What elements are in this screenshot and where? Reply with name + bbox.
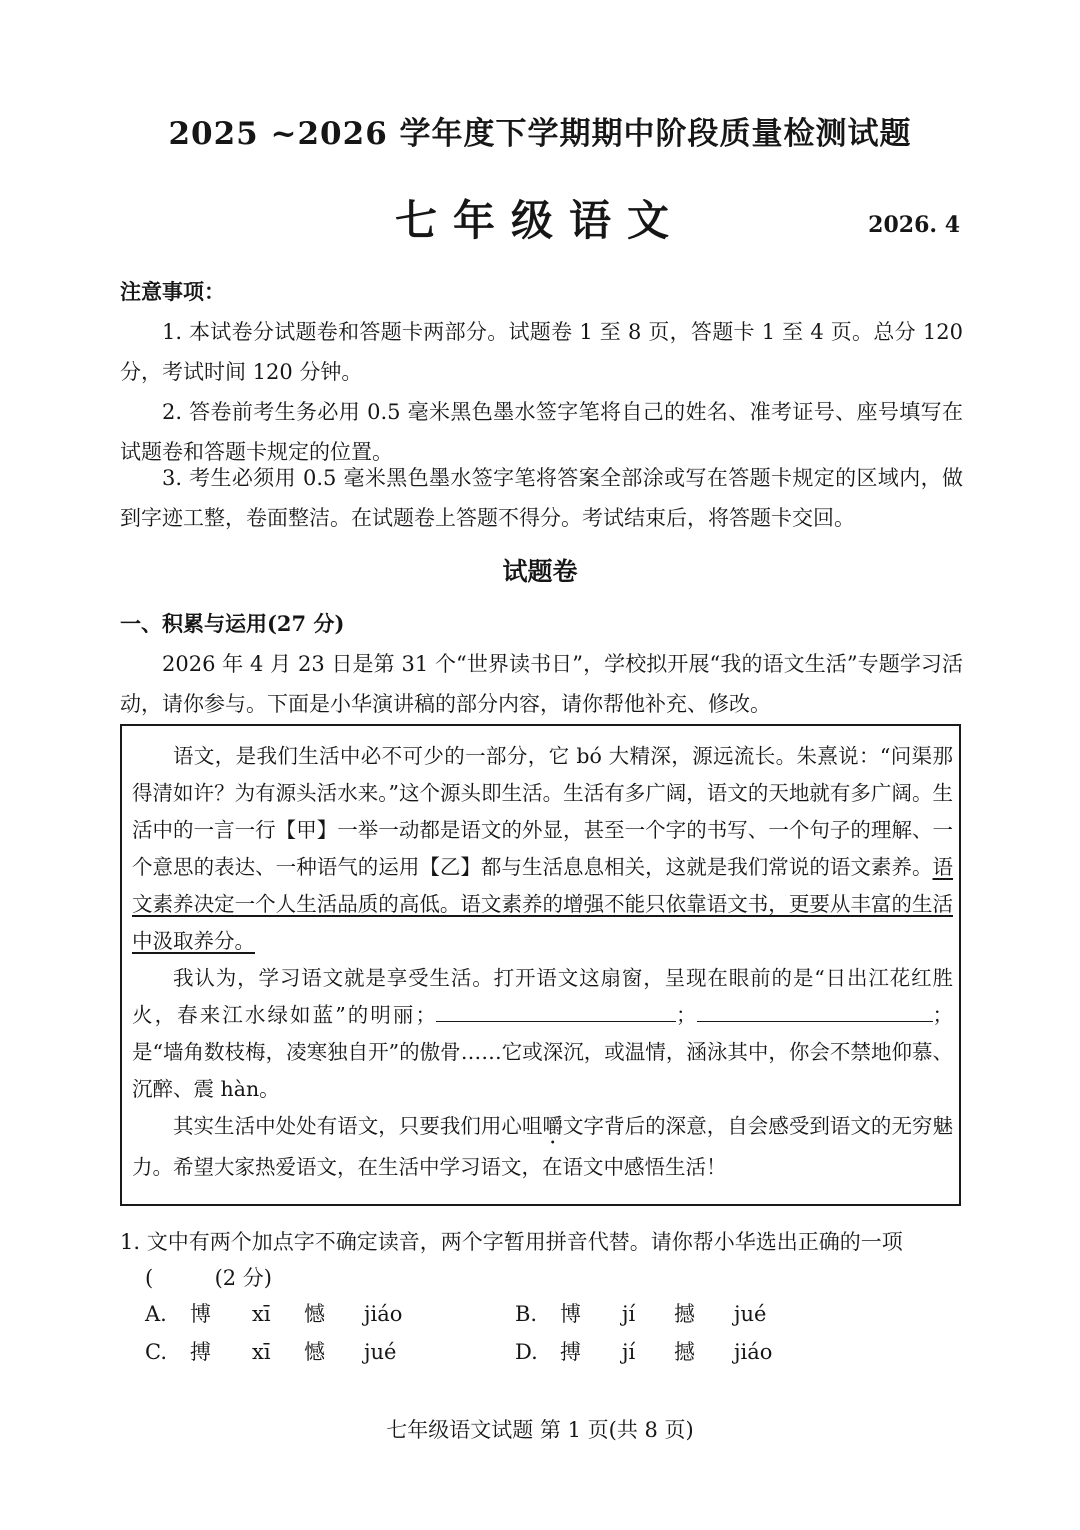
option-pinyin-1: xī: [252, 1302, 271, 1326]
passage-p2-end: 。: [259, 1077, 280, 1101]
section-title: 试题卷: [502, 557, 578, 586]
option-char-2: 撼: [674, 1340, 695, 1364]
passage-paragraph-2: [132, 960, 953, 1108]
option-char-1: 搏: [560, 1340, 581, 1364]
option-letter: B.: [515, 1302, 538, 1326]
option-pinyin-1: jí: [622, 1340, 636, 1364]
question-1-score: (2 分): [214, 1266, 272, 1290]
option-pinyin-2: jiáo: [364, 1302, 403, 1326]
notice-item-3: 3. 考生必须用 0.5 毫米黑色墨水签字笔将答案全部涂或写在答题卡规定的区域内，做到字迹工整，卷面整洁。在试题卷上答题不得分。考试结束后，将答题卡交回。: [120, 466, 963, 530]
fill-blank-2[interactable]: [697, 1001, 933, 1022]
exam-title: 2025 ~2026 学年度下学期期中阶段质量检测试题: [168, 116, 912, 152]
option-letter: D.: [515, 1340, 538, 1364]
passage-p2-text: 我认为，学习语文就是享受生活。打开语文这扇窗，呈现在眼前的是“日出江花红胜火，春来江水绿如蓝”的明丽；: [132, 966, 953, 1027]
option-char-2: 憾: [304, 1340, 325, 1364]
passage-p3-text-b: 文字背后的深意，自会感受到语文的无穷魅力。希望大家热爱语文，在生活中学习语文，在语文中感悟生活！: [132, 1114, 954, 1179]
option-pinyin-2: jué: [734, 1302, 767, 1326]
passage-p3-text-a: 其实生活中处处有语文，只要我们用心咀: [173, 1114, 543, 1138]
answer-paren: [145, 1262, 272, 1292]
notice-item-2: 2. 答卷前考生务必用 0.5 毫米黑色墨水签字笔将自己的姓名、准考证号、座号填写在试题卷和答题卡规定的位置。: [120, 400, 963, 464]
underlined-sentence: 语文素养决定一个人生活品质的高低。语文素养的增强不能只依靠语文书，更要从丰富的生活中汲取养分。: [132, 855, 953, 953]
subject-title: 七年级语文: [394, 196, 685, 245]
option-char-1: 搏: [190, 1340, 211, 1364]
page-footer: 七年级语文试题 第 1 页(共 8 页): [386, 1418, 694, 1442]
option-char-2: 撼: [674, 1302, 695, 1326]
answer-paren-open: (: [145, 1266, 154, 1290]
speech-passage-box: [120, 724, 961, 1206]
notice-heading: 注意事项：: [120, 279, 225, 304]
option-letter: A.: [145, 1302, 167, 1326]
option-char-1: 博: [560, 1302, 581, 1326]
part-heading: 一、积累与运用(27 分): [120, 611, 345, 636]
part-intro: 2026 年 4 月 23 日是第 31 个“世界读书日”，学校拟开展“我的语文生活”专题学习活动，请你参与。下面是小华演讲稿的部分内容，请你帮他补充、修改。: [120, 652, 963, 716]
option-pinyin-1: jí: [622, 1302, 636, 1326]
notice-item-1: 1. 本试卷分试题卷和答题卡两部分。试题卷 1 至 8 页，答题卡 1 至 4 页。总分 120 分，考试时间 120 分钟。: [120, 320, 963, 384]
option-a[interactable]: [145, 1298, 402, 1328]
passage-paragraph-1: [132, 738, 953, 960]
option-char-2: 憾: [304, 1302, 325, 1326]
option-letter: C.: [145, 1340, 167, 1364]
option-d[interactable]: [515, 1336, 772, 1366]
passage-paragraph-3: [132, 1108, 953, 1186]
question-1-stem: 1. 文中有两个加点字不确定读音，两个字暂用拼音代替。请你帮小华选出正确的一项: [120, 1230, 903, 1254]
blank-separator-2: ；: [932, 1003, 953, 1027]
dotted-character: 嚼: [542, 1114, 564, 1138]
option-pinyin-1: xī: [252, 1340, 271, 1364]
passage-p2-continuation: 是“墙角数枝梅，凌寒独自开”的傲骨……它或深沉，或温情，涵泳其中，你会不禁地仰慕、沉醉、震 hàn: [132, 1040, 953, 1101]
option-c[interactable]: [145, 1336, 396, 1366]
passage-p1-text: 语文，是我们生活中必不可少的一部分，它 bó 大精深，源远流长。朱熹说：“问渠那得清如许？为有源头活水来。”这个源头即生活。生活有多广阔，语文的天地就有多广阔。生活中的一言一行【甲】一举一动都是语文的外显，甚至一个字的书写、一个句子的理解、一个意思的表达、一种语气的运用【乙】都与生活息息相关，这就是我们常说的语文素养。: [132, 744, 953, 879]
option-b[interactable]: [515, 1298, 766, 1328]
option-pinyin-2: jiáo: [734, 1340, 773, 1364]
exam-date: 2026. 4: [868, 212, 960, 238]
blank-separator-1: ；: [676, 1003, 697, 1027]
option-char-1: 博: [190, 1302, 211, 1326]
fill-blank-1[interactable]: [436, 1001, 676, 1022]
option-pinyin-2: jué: [364, 1340, 397, 1364]
